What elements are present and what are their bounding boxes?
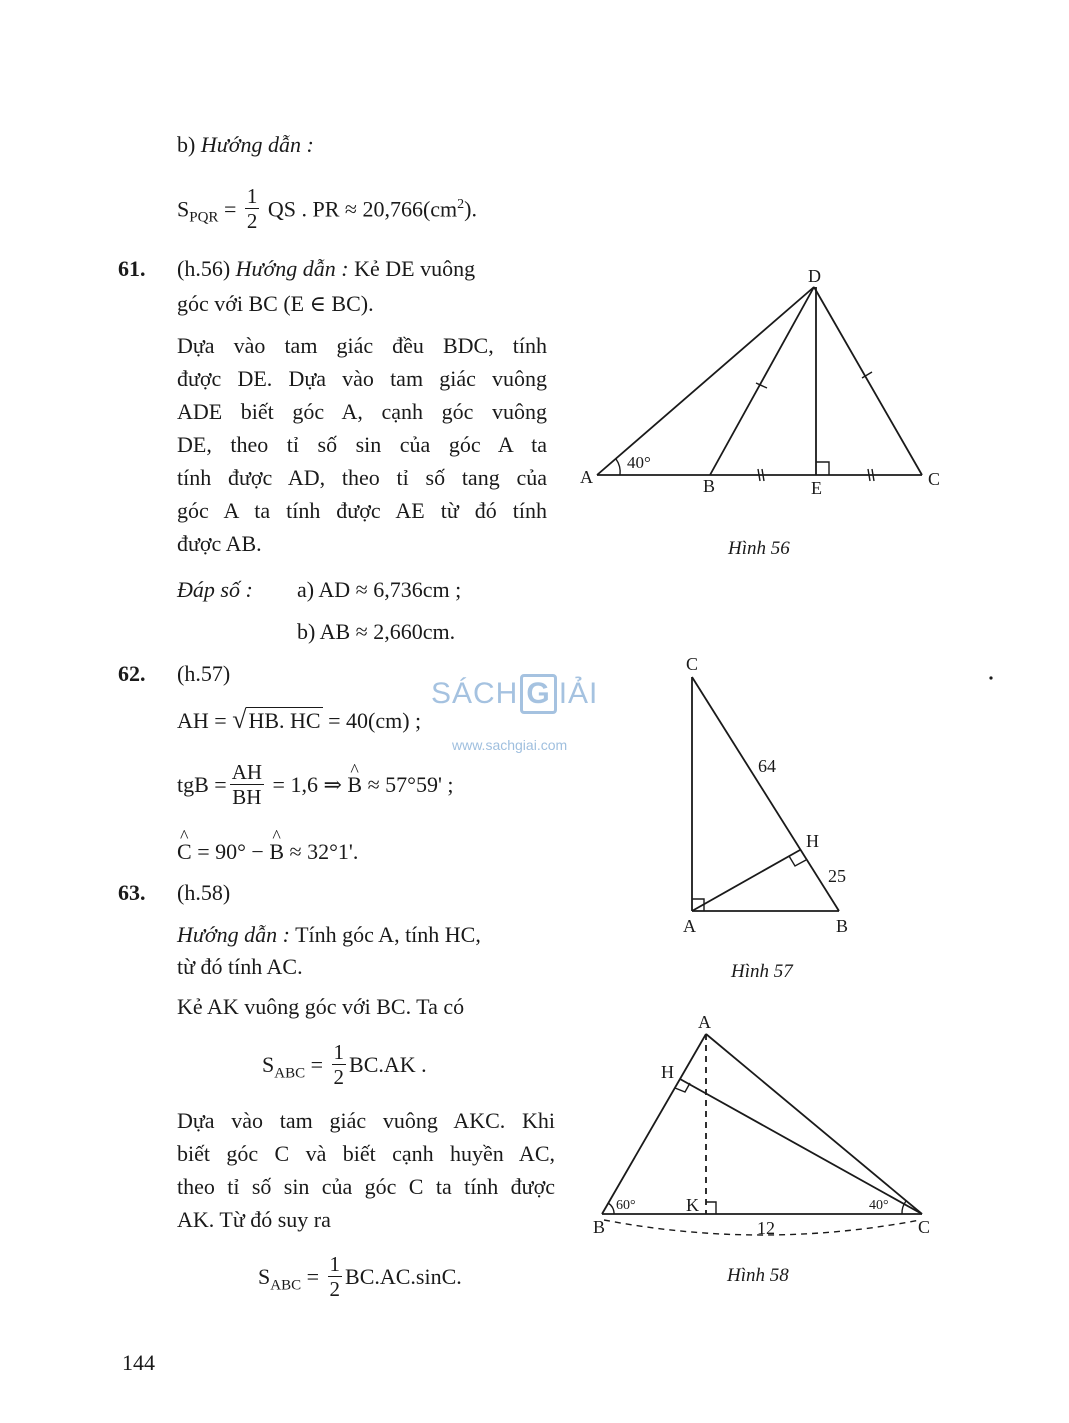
fig56-tick-ec-2 bbox=[872, 469, 874, 481]
s61-para-1: được DE. Dựa vào tam giác vuông bbox=[177, 366, 547, 391]
fig56-tick-be-1 bbox=[758, 469, 760, 481]
c-rhs: ≈ 32°1'. bbox=[289, 839, 359, 864]
fig57-label-c: C bbox=[686, 654, 699, 674]
frac-den: 2 bbox=[246, 209, 258, 234]
page-number: 144 bbox=[122, 1350, 155, 1375]
fig58-angle-b-arc bbox=[608, 1203, 614, 1214]
s63-formula1: $S_{ABC}$ = $\frac{1}{2}$ BC.AK . bbox=[262, 1039, 427, 1089]
fig57-right-angle-h bbox=[789, 856, 806, 866]
figure-57 bbox=[692, 677, 839, 911]
fig56-tick-be-2 bbox=[762, 469, 764, 481]
fig56-angle-arc bbox=[616, 459, 620, 475]
s63-para-1: biết góc C và biết cạnh huyền AC, bbox=[177, 1141, 555, 1166]
fig58-label-bc: 12 bbox=[757, 1218, 775, 1238]
f1-num: 1 bbox=[333, 1039, 345, 1064]
tg-den: BH bbox=[232, 784, 262, 809]
f2-s: S bbox=[258, 1264, 271, 1289]
f1-rest: BC.AK . bbox=[349, 1052, 427, 1077]
s61-para-4: tính được AD, theo tỉ số tang của bbox=[177, 465, 547, 490]
fig58-line-ba bbox=[602, 1034, 706, 1214]
fig56-label-a: A bbox=[580, 467, 593, 487]
fig57-line-cb bbox=[692, 677, 839, 911]
f2-sub: ABC bbox=[270, 1277, 302, 1294]
fig56-right-angle bbox=[816, 462, 829, 475]
fig56-label-e: E bbox=[811, 478, 822, 498]
fig57-caption: Hình 57 bbox=[731, 961, 793, 982]
fig58-label-h: H bbox=[661, 1062, 674, 1082]
angle-c-hat: ^ C bbox=[177, 835, 192, 868]
s63-line3: Kẻ AK vuông góc với BC. Ta có bbox=[177, 994, 465, 1019]
s63-ref: (h.58) bbox=[177, 880, 231, 905]
tg-num: AH bbox=[231, 759, 263, 784]
watermark-right: IẢI bbox=[558, 677, 599, 710]
fig56-tick-ec-1 bbox=[868, 469, 870, 481]
formula-sub: PQR bbox=[189, 209, 219, 226]
stray-dot bbox=[989, 676, 992, 679]
ah-lhs: AH = bbox=[177, 708, 227, 733]
s61-answer-a: a) AD ≈ 6,736cm ; bbox=[297, 577, 462, 602]
fig58-caption: Hình 58 bbox=[727, 1265, 789, 1286]
fig56-line-cd bbox=[814, 287, 922, 475]
s63-para-3: AK. Từ đó suy ra bbox=[177, 1207, 331, 1232]
tg-rhs: ≈ 57°59' ; bbox=[367, 772, 454, 797]
fig56-label-c: C bbox=[928, 469, 941, 489]
fig56-label-b: B bbox=[703, 476, 716, 496]
fig58-line-hc bbox=[680, 1079, 922, 1214]
fig57-line-ah bbox=[692, 850, 800, 911]
s62-ref: (h.57) bbox=[177, 661, 231, 686]
ah-rhs: = 40(cm) ; bbox=[328, 708, 422, 733]
s63-para-0: Dựa vào tam giác vuông AKC. Khi bbox=[177, 1108, 555, 1133]
fig58-label-c: C bbox=[918, 1217, 931, 1237]
fig56-label-d: D bbox=[808, 266, 821, 286]
f1-sub: ABC bbox=[274, 1065, 306, 1082]
tg-mid: = 1,6 ⇒ bbox=[272, 772, 342, 797]
fig57-label-a: A bbox=[683, 916, 696, 936]
s61-line2: góc với BC (E ∈ BC). bbox=[177, 291, 374, 316]
figure-56 bbox=[597, 287, 922, 481]
c-mid: = 90° − bbox=[197, 839, 264, 864]
s63-para-2: theo tỉ số sin của góc C ta tính được bbox=[177, 1174, 555, 1199]
watermark-g-box: G bbox=[520, 674, 556, 714]
s61-number: 61. bbox=[118, 256, 146, 281]
fig58-label-k: K bbox=[686, 1195, 699, 1215]
f1-s: S bbox=[262, 1052, 275, 1077]
watermark-url: www.sachgiai.com bbox=[452, 737, 568, 753]
s61-para-3: DE, theo tỉ số sin của góc A ta bbox=[177, 432, 547, 457]
s60b-formula: $S_{PQR}$ = $\frac{1}{2}$ QS . PR ≈ $20,766(cm^2)$. bbox=[177, 184, 477, 234]
figure-56-labels bbox=[580, 266, 940, 498]
fig58-right-angle-k bbox=[706, 1202, 716, 1214]
f2-rest: BC.AC.sinC. bbox=[345, 1264, 462, 1289]
angle-b-hat: ^ B bbox=[347, 760, 362, 810]
s61-para-6: được AB. bbox=[177, 531, 262, 556]
formula-sup: 2 bbox=[457, 197, 465, 212]
formula-end: ). bbox=[464, 196, 477, 222]
s61-para-5: góc A ta tính được AE từ đó tính bbox=[177, 498, 547, 523]
s63-formula2: $S_{ABC}$ = $\frac{1}{2}$ BC.AC.sinC. bbox=[258, 1251, 462, 1301]
fig58-label-angle-c: 40° bbox=[869, 1198, 889, 1213]
fig57-label-hc: 64 bbox=[758, 756, 776, 776]
fig58-label-b: B bbox=[593, 1217, 606, 1237]
s60b-label: b) bbox=[177, 132, 196, 157]
fig58-label-a: A bbox=[698, 1012, 711, 1032]
s61-title: Hướng dẫn : bbox=[235, 256, 349, 281]
watermark-logo bbox=[431, 674, 598, 714]
fig58-label-angle-b: 60° bbox=[616, 1198, 636, 1213]
fig56-label-angle: 40° bbox=[627, 453, 651, 472]
formula-s: S bbox=[177, 196, 190, 222]
fig57-label-h: H bbox=[806, 831, 819, 851]
s63-number: 63. bbox=[118, 880, 146, 905]
frac-num: 1 bbox=[246, 184, 258, 209]
fig56-caption: Hình 56 bbox=[728, 538, 790, 559]
angle-b-hat-2: ^ B bbox=[269, 835, 284, 868]
s61-para-0: Dựa vào tam giác đều BDC, tính bbox=[177, 333, 547, 358]
formula-rest: QS . PR ≈ 20,766(cm bbox=[267, 196, 458, 222]
s63-line2: từ đó tính AC. bbox=[177, 954, 303, 979]
s62-ah-formula: AH = √HB. HC = 40(cm) ; bbox=[177, 705, 422, 734]
s63-line1-text: Tính góc A, tính HC, bbox=[295, 922, 481, 947]
f2-den: 2 bbox=[329, 1276, 341, 1301]
fig58-line-ac bbox=[706, 1034, 922, 1214]
s61-line1-text: Kẻ DE vuông bbox=[354, 256, 476, 281]
s62-number: 62. bbox=[118, 661, 146, 686]
f1-den: 2 bbox=[333, 1064, 345, 1089]
s61-answer-b: b) AB ≈ 2,660cm. bbox=[297, 619, 456, 644]
tg-lhs: tgB = bbox=[177, 772, 227, 797]
s61-ref: (h.56) bbox=[177, 256, 231, 281]
f2-num: 1 bbox=[329, 1251, 341, 1276]
fig56-line-ad bbox=[597, 287, 814, 475]
fig57-label-hb: 25 bbox=[828, 866, 846, 886]
s61-para-2: ADE biết góc A, cạnh góc vuông bbox=[177, 399, 547, 424]
s60b-title: Hướng dẫn : bbox=[200, 132, 314, 157]
ah-sqrt: HB. HC bbox=[248, 708, 321, 733]
answer-label: Đáp số : bbox=[177, 577, 253, 602]
fig57-label-b: B bbox=[836, 916, 849, 936]
s63-title: Hướng dẫn : bbox=[177, 922, 290, 947]
watermark-left: SÁCH bbox=[431, 677, 519, 710]
fig56-line-bd bbox=[710, 287, 814, 475]
